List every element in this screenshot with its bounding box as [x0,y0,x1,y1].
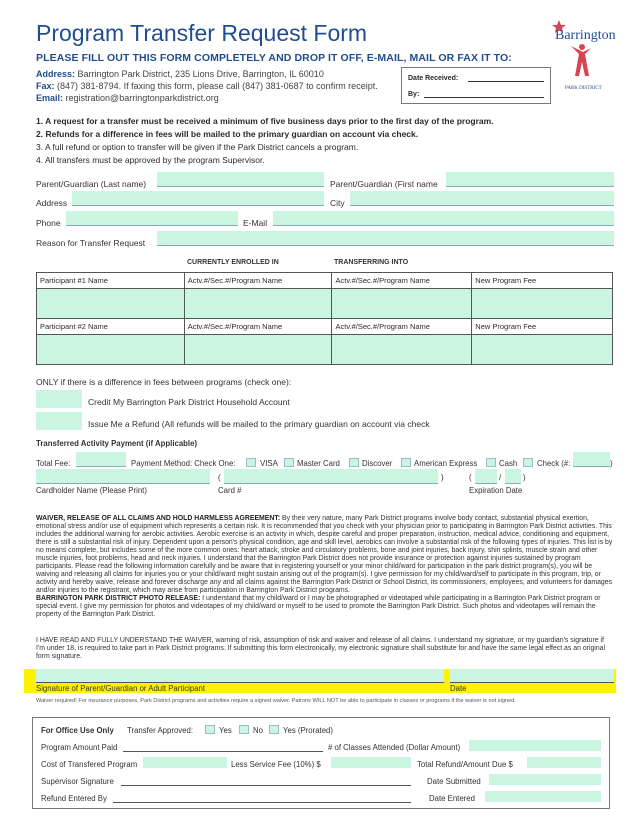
city-input[interactable] [350,191,614,206]
discover-checkbox[interactable] [349,458,359,467]
participant1-current-input[interactable] [184,289,332,319]
approved-prorated-label: Yes (Prorated) [283,726,333,735]
total-fee-input[interactable] [76,452,126,467]
payment-method-label: Payment Method: Check One: [131,459,236,468]
participant1-new-input[interactable] [332,289,472,319]
less-fee-input[interactable] [331,757,411,768]
logo-name: Barrington [555,28,616,43]
new-activity-header: Actv.#/Sec.#/Program Name [332,319,472,335]
participants-table [36,272,613,365]
classes-attended-label: # of Classes Attended (Dollar Amount) [328,743,461,752]
signature-date-input[interactable] [450,669,614,682]
card-number-label: Card # [218,486,242,495]
total-refund-input[interactable] [527,757,601,768]
classes-attended-input[interactable] [469,740,601,751]
by-field[interactable] [424,97,544,98]
visa-label: VISA [260,459,278,468]
refund-entered-by-input[interactable] [113,802,411,803]
participant1-name-input[interactable] [37,289,185,319]
exp-close-paren: ) [523,473,526,482]
participant1-fee-input[interactable] [472,289,613,319]
barrington-logo [545,16,615,98]
currently-enrolled-heading: CURRENTLY ENROLLED IN [187,259,279,266]
date-received-box [401,67,551,104]
participant2-fee-input[interactable] [472,335,613,365]
participant2-current-input[interactable] [184,335,332,365]
exp-slash: / [499,473,502,482]
expiration-label: Expiration Date [469,486,523,495]
new-fee-header: New Program Fee [472,319,613,335]
visa-checkbox[interactable] [246,458,256,467]
total-refund-label: Total Refund/Amount Due $ [417,760,513,769]
current-activity-header: Actv.#/Sec.#/Program Name [184,273,332,289]
email-input[interactable] [273,211,614,226]
new-fee-header: New Program Fee [472,273,613,289]
table-row [37,273,613,289]
supervisor-input[interactable] [121,785,411,786]
waiver-text [36,515,614,619]
date-received-field[interactable] [468,81,544,82]
signature-date-label: Date [450,684,467,693]
fax-line [36,81,378,91]
mastercard-checkbox[interactable] [284,458,294,467]
address-line [36,69,324,79]
logo-subtitle: PARK DISTRICT [565,86,602,91]
cost-transferred-label: Cost of Transfered Program [41,760,138,769]
exp-year-input[interactable] [505,469,521,484]
exp-month-input[interactable] [475,469,497,484]
by-label: By: [408,91,420,98]
cost-transferred-input[interactable] [143,757,227,768]
less-fee-label: Less Service Fee (10%) $ [231,760,321,769]
date-submitted-input[interactable] [489,774,601,785]
waiver-body: By their very nature, many Park District programs involve body contact, substantial physical exertion, emotional stress and/or use of equipment which represents a certain risk. It is recommended that you check with your physician prior to participating in Barrington Park District activities. This includes the additional warning for aerobic activities. Aerobic exercise is an activity in which, despite careful and proper preparation, instruction, medical advice, conditioning and equipment, there is still a substantial risk of injury. Dependent upon a person's physical condition, age and skill level, aerobics can involve a substantial risk of the following types of injuries. This list is by no means complete, but includes some of the more common ones: heart attack, stroke and circulatory problems, bone and joint injuries, back injury, shin splints, muscle strain and other muscle injuries, foot problems, head and neck injuries. I understand that the Barrington Park District does not provide insurance or protection against injuries sustained by program participants. Please read the following information carefully and be aware that in registering yourself or your minor child/ward for participation in the park district program(s), you will be waiving and releasing all claims for injuries you or your child/ward might sustain arising out of the program(s). I give permission for my child/ward/self to participate in this program, trip, or activity and hereby waive, release and forever discharge any and all claims against the Barrington Park District or School District, its commissioners, employees, and volunteers for damages and/or injuries to the registrant, which may arise from participation in Barrington Park District programs. [36,515,613,594]
office-heading: For Office Use Only [41,726,114,735]
check-label: Check (#: [537,459,571,468]
email-value[interactable]: registration@barringtonparkdistrict.org [65,93,219,103]
reason-input[interactable] [157,231,614,246]
credit-checkbox[interactable] [36,390,82,408]
email-field-label: E-Mail [243,218,268,228]
check-checkbox[interactable] [523,458,533,467]
parent-last-label: Parent/Guardian (Last name) [36,179,147,189]
approved-yes-checkbox[interactable] [205,725,215,734]
credit-option-label: Credit My Barrington Park District Household Account [88,397,290,407]
participant2-header: Participant #2 Name [37,319,185,335]
rule-1: 1. A request for a transfer must be received a minimum of five business days prior to the first day of the program. [36,116,494,126]
parent-last-input[interactable] [157,172,324,187]
reason-label: Reason for Transfer Request [36,238,146,248]
payment-heading: Transferred Activity Payment (if Applicable) [36,439,198,448]
total-fee-label: Total Fee: [36,459,71,468]
check-number-input[interactable] [573,452,610,467]
supervisor-label: Supervisor Signature [41,777,114,786]
date-entered-label: Date Entered [429,794,475,803]
exp-open-paren: ( [469,473,472,482]
cardholder-name-input[interactable] [36,469,210,484]
photo-release-body: I understand that my child/ward or I may be photographed or videotaped while participating in a Barrington Park District program or special event. I give my permission for photos and videotapes of my child/ward or myself to be used to promote the Barrington Park District. Such photos and videotapes will remain the property of the Barrington Park District. [36,595,601,618]
rule-3: 3. A full refund or option to transfer will be given if the Park District cancels a program. [36,142,359,152]
refund-checkbox[interactable] [36,412,82,430]
address-label: Address: [36,69,76,79]
approved-yes-label: Yes [219,726,232,735]
card-number-input[interactable] [224,469,438,484]
approved-no-label: No [253,726,263,735]
cash-label: Cash [499,459,518,468]
email-line [36,93,219,103]
new-activity-header: Actv.#/Sec.#/Program Name [332,273,472,289]
table-row [37,335,613,365]
transferring-into-heading: TRANSFERRING INTO [334,259,409,266]
table-row [37,319,613,335]
table-row [37,289,613,319]
participant1-header: Participant #1 Name [37,273,185,289]
amex-label: American Express [414,459,478,468]
participant2-name-input[interactable] [37,335,185,365]
city-label: City [330,198,345,208]
email-label: Email: [36,93,64,103]
parent-first-label: Parent/Guardian (First name [330,179,438,189]
address-field-label: Address [36,198,68,208]
date-line [450,682,614,683]
office-use-box [32,717,610,809]
page-title: Program Transfer Request Form [36,20,368,46]
address-value: Barrington Park District, 235 Lions Drive, Barrington, IL 60010 [77,69,324,79]
cash-checkbox[interactable] [486,458,496,467]
mastercard-label: Master Card [297,459,340,468]
participant2-new-input[interactable] [332,335,472,365]
phone-input[interactable] [66,211,238,226]
fax-value: (847) 381-8794. If faxing this form, please call (847) 381-0687 to confirm receipt. [57,81,378,91]
amex-checkbox[interactable] [401,458,411,467]
signature-label: Signature of Parent/Guardian or Adult Participant [36,684,206,693]
fee-difference-label: ONLY if there is a difference in fees between programs (check one): [36,377,292,387]
phone-label: Phone [36,218,61,228]
card-open-paren: ( [218,473,221,482]
date-entered-input[interactable] [485,791,601,802]
rule-4: 4. All transfers must be approved by the program Supervisor. [36,155,265,165]
current-activity-header: Actv.#/Sec.#/Program Name [184,319,332,335]
waiver-heading: WAIVER, RELEASE OF ALL CLAIMS AND HOLD HARMLESS AGREEMENT: [36,515,281,522]
acknowledgement-text: I HAVE READ AND FULLY UNDERSTAND THE WAIVER, warning of risk, assumption of risk and waiver and release of all claims. I understand my signature, or my guardian's signature if I'm under 18, is required to take part in Park District programs. If submitting this form electronically, my electronic signature shall substitute for and have the same legal effect as an original form signature. [36,637,606,660]
check-close-paren: ) [610,459,613,468]
fax-label: Fax: [36,81,55,91]
signature-input[interactable] [36,669,444,682]
discover-label: Discover [362,459,393,468]
instruction-heading: PLEASE FILL OUT THIS FORM COMPLETELY AND DROP IT OFF, E-MAIL, MAIL OR FAX IT TO: [36,52,512,64]
card-close-paren: ) [441,473,444,482]
refund-option-label: Issue Me a Refund (All refunds will be mailed to the primary guardian on account via check [88,419,430,429]
amount-paid-label: Program Amount Paid [41,743,118,752]
photo-release-heading: BARRINGTON PARK DISTRICT PHOTO RELEASE: [36,595,201,602]
date-received-label: Date Received: [408,75,459,82]
amount-paid-input[interactable] [123,751,323,752]
waiver-note: Waiver required! For insurance purposes, Park District programs and activities require a signed waiver. Patrons WILL NOT be able to participate in classes or programs if the waiver is not signed. [36,698,516,704]
rule-2: 2. Refunds for a difference in fees will be mailed to the primary guardian on account via check. [36,129,419,139]
refund-entered-by-label: Refund Entered By [41,794,107,803]
signature-line [36,682,444,683]
address-input[interactable] [72,191,324,206]
approved-prorated-checkbox[interactable] [269,725,279,734]
parent-first-input[interactable] [446,172,614,187]
transfer-approved-label: Transfer Approved: [127,726,194,735]
cardholder-label: Cardholder Name (Please Print) [36,486,147,495]
approved-no-checkbox[interactable] [239,725,249,734]
date-submitted-label: Date Submitted [427,777,481,786]
